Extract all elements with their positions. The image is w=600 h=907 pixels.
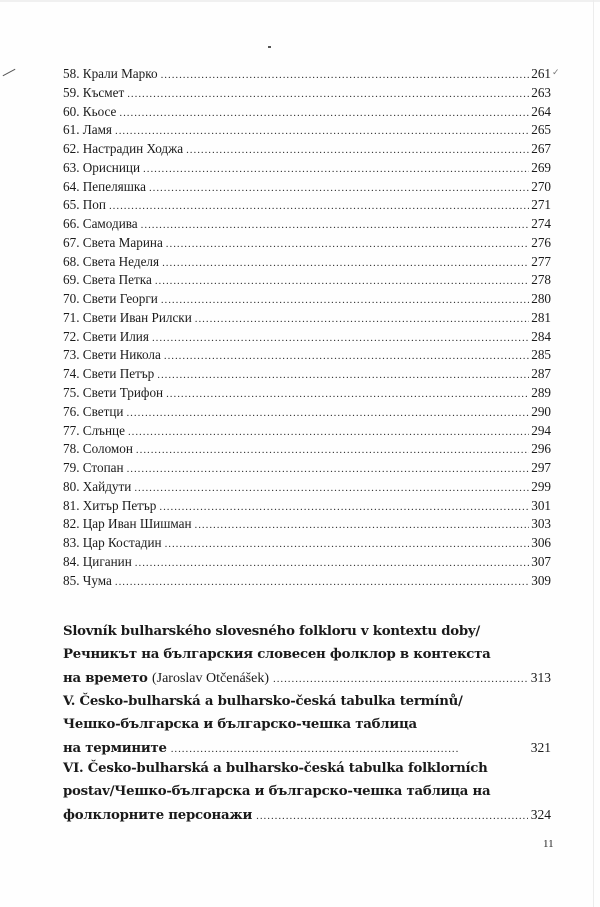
toc-entry-page: 277 (531, 253, 551, 269)
toc-entry (63, 159, 551, 178)
toc-entry-page: 261 (531, 66, 551, 81)
toc-section-slovnik (63, 620, 551, 689)
toc-entry-label (63, 178, 149, 197)
toc-entry (63, 103, 551, 122)
section-page-number: 321 (530, 740, 551, 755)
section-title-text: на времето (63, 671, 148, 686)
toc-entry-number: 65. (63, 197, 80, 213)
section-title-last-line (63, 736, 551, 759)
toc-entry-number: 69. (63, 272, 80, 288)
toc-entry-title: Кьосе (82, 103, 117, 119)
toc-entry-title: Поп (82, 197, 106, 213)
toc-entry-page: 271 (531, 197, 551, 213)
dot-leader (195, 516, 530, 535)
dot-leader (109, 197, 529, 216)
page-number-folio: 11 (543, 838, 554, 850)
toc-entry-number: 68. (63, 253, 80, 269)
toc-entry-page: 265 (531, 122, 551, 138)
toc-entry-label (63, 534, 165, 553)
toc-section-vi (63, 757, 551, 826)
toc-entry-label (63, 65, 161, 84)
dot-leader (127, 460, 530, 479)
toc-entry-label (63, 196, 109, 215)
toc-entry-page: 276 (531, 234, 551, 250)
toc-entry-number: 63. (63, 159, 80, 175)
toc-section-v (63, 690, 551, 759)
toc-entry-title: Свети Илия (82, 328, 149, 344)
toc-entry-page: 290 (531, 403, 551, 419)
section-title-last-line (63, 666, 551, 689)
toc-entry (63, 215, 551, 234)
toc-entry-label (63, 309, 195, 328)
toc-entry-number: 61. (63, 122, 80, 138)
toc-entry-page: 297 (531, 460, 551, 476)
toc-entry (63, 271, 551, 290)
toc-entry-label (63, 84, 127, 103)
toc-entry-number: 76. (63, 403, 80, 419)
toc-entry-label (63, 253, 162, 272)
toc-entry-page: 287 (531, 366, 551, 382)
section-title-line: VI. Česko-bulharská a bulharsko-česká tabulka folklorních (63, 761, 488, 776)
toc-entry-number: 80. (63, 478, 80, 494)
toc-entry-page: 280 (531, 291, 551, 307)
toc-entry-title: Цар Костадин (82, 535, 162, 551)
section-title-line: V. Česko-bulharská a bulharsko-česká tabulka termínů/ (63, 694, 463, 709)
toc-entry-title: Настрадин Ходжа (82, 141, 184, 157)
toc-entry-page: 301 (531, 497, 551, 513)
toc-entry-page: 309 (531, 572, 551, 588)
dot-leader (152, 329, 529, 348)
toc-entry-number: 66. (63, 216, 80, 232)
scan-edge (0, 0, 600, 2)
toc-entry-title: Света Петка (82, 272, 152, 288)
toc-entry-page: 306 (531, 535, 551, 551)
toc-entry-page: 281 (531, 309, 551, 325)
toc-entry-number: 74. (63, 366, 80, 382)
toc-entry (63, 478, 551, 497)
toc-entry-title: Свети Георги (82, 291, 158, 307)
scan-edge (593, 0, 594, 907)
toc-entry-page: 289 (531, 385, 551, 401)
section-title-line: Чешко-българска и българско-чешка таблица (63, 717, 417, 732)
toc-entry (63, 572, 551, 591)
dot-leader (126, 404, 529, 423)
toc-entry-title: Крали Марко (82, 66, 158, 81)
toc-entry-page: 303 (531, 516, 551, 532)
toc-entry-number: 70. (63, 291, 80, 307)
toc-entry-title: Хитър Петър (82, 497, 157, 513)
pencil-mark (3, 69, 16, 76)
toc-entry-page: 294 (531, 422, 551, 438)
toc-entry (63, 309, 551, 328)
toc-entry-title: Соломон (82, 441, 133, 457)
toc-entry-label (63, 271, 155, 290)
toc-entry-page: 284 (531, 328, 551, 344)
toc-entry (63, 290, 551, 309)
toc-entry-title: Стопан (82, 460, 124, 476)
toc-entry-number: 82. (63, 516, 80, 532)
toc-entry-page: 263 (531, 84, 551, 100)
pencil-check-mark: ✓ (552, 68, 560, 78)
dot-leader (115, 573, 529, 592)
toc-entry-label (63, 459, 127, 478)
toc-entry (63, 140, 551, 159)
toc-entry-label (63, 553, 135, 572)
toc-entry-number: 85. (63, 572, 80, 588)
toc-entry (63, 328, 551, 347)
toc-entry (63, 121, 551, 140)
toc-entry-number: 71. (63, 309, 80, 325)
toc-entry-label (63, 121, 115, 140)
toc-entry-number: 79. (63, 460, 80, 476)
toc-entry-label (63, 384, 166, 403)
toc-entry (63, 497, 551, 516)
toc-entry (63, 440, 551, 459)
dot-leader (162, 254, 529, 273)
section-title-line: Речникът на българския словесен фолклор в контекста (63, 647, 491, 662)
dot-leader (134, 479, 529, 498)
toc-entry (63, 84, 551, 103)
toc-entry (63, 346, 551, 365)
toc-entry-page: 274 (531, 216, 551, 232)
section-page-number: 324 (530, 807, 551, 822)
toc-entry-title: Слънце (82, 422, 125, 438)
dot-leader (186, 141, 529, 160)
toc-entry-page: 270 (531, 178, 551, 194)
section-title-line: Slovník bulharského slovesného folkloru v kontextu doby/ (63, 624, 481, 639)
toc-entry-page: 296 (531, 441, 551, 457)
dot-leader (161, 291, 529, 310)
toc-entry-label (63, 515, 195, 534)
toc-entry-number: 84. (63, 553, 80, 569)
toc-entry-title: Циганин (82, 553, 132, 569)
dot-leader (136, 441, 529, 460)
dot-leader (164, 347, 529, 366)
toc-entry (63, 384, 551, 403)
toc-entry-label (63, 497, 159, 516)
toc-entry (63, 422, 551, 441)
toc-entry-label (63, 346, 164, 365)
toc-entry-number: 64. (63, 178, 80, 194)
toc-entry-title: Свети Трифон (82, 385, 164, 401)
toc-entry-page: 267 (531, 141, 551, 157)
section-page-number: 313 (530, 670, 551, 685)
toc-entry-page: 299 (531, 478, 551, 494)
dot-leader (115, 122, 529, 141)
section-title-text: фолклорните персонажи (63, 808, 253, 823)
toc-entry-label (63, 328, 152, 347)
toc-list (63, 65, 551, 590)
section-title-last-line (63, 803, 551, 826)
toc-entry-label (63, 478, 134, 497)
toc-entry-label (63, 572, 115, 591)
dot-leader (143, 160, 529, 179)
toc-entry-page: 278 (531, 272, 551, 288)
dot-leader (273, 668, 528, 691)
toc-entry-number: 75. (63, 385, 80, 401)
toc-entry-label (63, 215, 141, 234)
toc-entry-title: Свети Иван Рилски (82, 309, 192, 325)
toc-entry-number: 77. (63, 422, 80, 438)
toc-entry-title: Орисници (82, 159, 141, 175)
toc-entry-title: Свети Никола (82, 347, 161, 363)
toc-entry (63, 365, 551, 384)
section-title-line: postav/Чешко-българска и българско-чешка таблица на (63, 784, 491, 799)
toc-entry-number: 58. (63, 66, 80, 81)
toc-entry-number: 60. (63, 103, 80, 119)
toc-entry (63, 534, 551, 553)
dot-leader (166, 385, 529, 404)
dot-leader (256, 805, 528, 828)
toc-entry-label (63, 103, 119, 122)
toc-entry (63, 553, 551, 572)
toc-entry-number: 59. (63, 84, 80, 100)
section-title-lead (63, 667, 273, 690)
toc-entry (63, 459, 551, 478)
toc-entry-label (63, 403, 126, 422)
dot-leader (166, 235, 529, 254)
toc-entry-title: Хайдути (82, 478, 132, 494)
toc-entry-title: Чума (82, 572, 112, 588)
dot-leader (141, 216, 530, 235)
dot-leader (119, 104, 529, 123)
dot-leader (128, 423, 529, 442)
toc-entry-page: 264 (531, 103, 551, 119)
dot-leader (149, 179, 529, 198)
toc-entry-number: 83. (63, 535, 80, 551)
toc-entry-label (63, 159, 143, 178)
dot-leader (159, 498, 529, 517)
toc-entry-number: 67. (63, 234, 80, 250)
dot-leader (161, 66, 530, 85)
toc-entry-title: Света Неделя (82, 253, 160, 269)
toc-entry (63, 234, 551, 253)
toc-entry-page: 269 (531, 159, 551, 175)
toc-entry-number: 81. (63, 497, 80, 513)
toc-entry-title: Светци (82, 403, 124, 419)
dot-leader (165, 535, 530, 554)
toc-entry-label (63, 365, 157, 384)
toc-entry (63, 65, 551, 84)
toc-entry-title: Самодива (82, 216, 138, 232)
toc-entry-number: 78. (63, 441, 80, 457)
toc-entry-label (63, 140, 186, 159)
dot-leader (157, 366, 529, 385)
toc-entry (63, 196, 551, 215)
toc-entry-page: 285 (531, 347, 551, 363)
toc-entry-label (63, 440, 136, 459)
toc-entry-number: 62. (63, 141, 80, 157)
toc-entry-number: 72. (63, 328, 80, 344)
toc-entry-label (63, 234, 166, 253)
toc-entry-number: 73. (63, 347, 80, 363)
dot-leader (135, 554, 529, 573)
toc-entry-title: Света Марина (82, 234, 163, 250)
toc-entry (63, 515, 551, 534)
toc-entry-label (63, 290, 161, 309)
dot-leader (127, 85, 529, 104)
toc-entry-title: Ламя (82, 122, 112, 138)
toc-entry (63, 178, 551, 197)
toc-entry-label (63, 422, 128, 441)
section-title-text: на термините (63, 741, 167, 756)
toc-entry-title: Късмет (82, 84, 125, 100)
dot-leader (195, 310, 529, 329)
toc-entry-page: 307 (531, 553, 551, 569)
dot-leader (155, 272, 529, 291)
toc-entry (63, 403, 551, 422)
toc-entry-title: Цар Иван Шишман (82, 516, 192, 532)
toc-entry (63, 253, 551, 272)
scan-speck (268, 46, 271, 48)
toc-entry-title: Пепеляшка (82, 178, 146, 194)
toc-entry-title: Свети Петър (82, 366, 155, 382)
section-author: (Jaroslav Otčenášek) (151, 671, 269, 686)
